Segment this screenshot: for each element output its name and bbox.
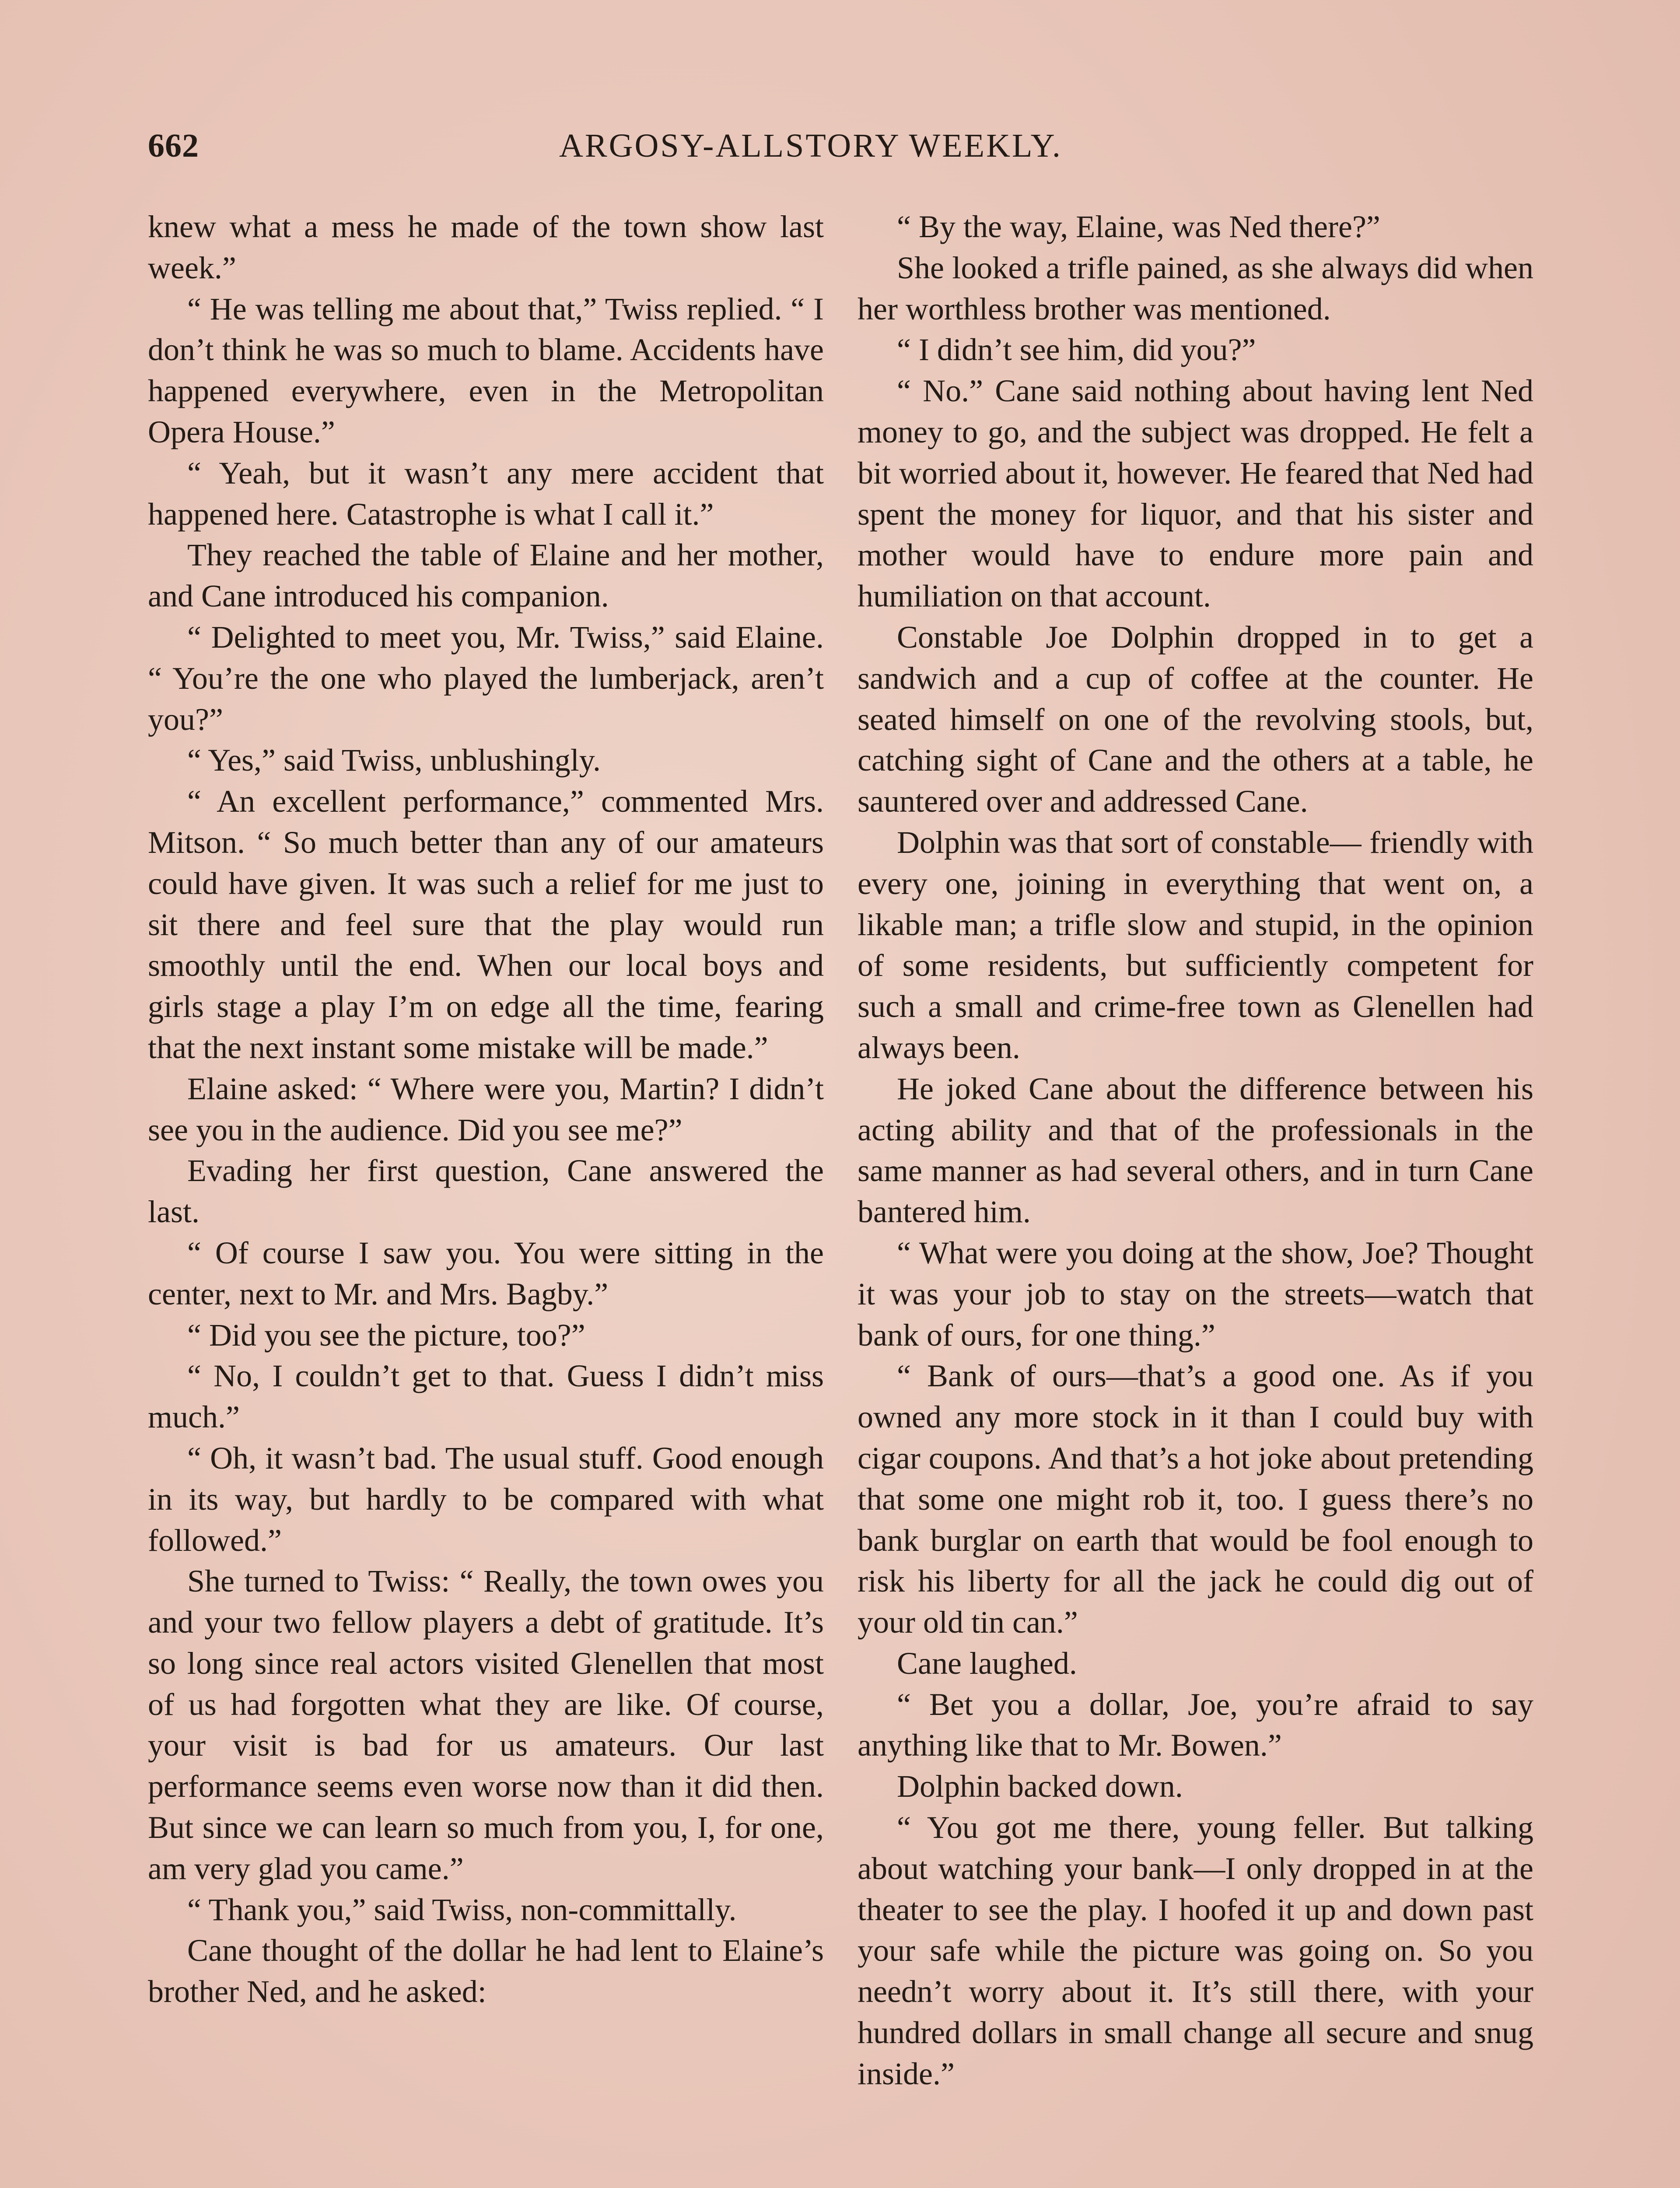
paragraph: “ By the way, Elaine, was Ned there?” <box>897 209 1380 244</box>
paragraph: “ Delighted to meet you, Mr. Twiss,” said Elaine. “ You’re the one who played the lumberjack, aren’t you?” <box>148 619 824 737</box>
page-header <box>148 127 1565 175</box>
paragraph: She looked a trifle pained, as she always did when her worthless brother was mentioned. <box>858 250 1533 326</box>
paragraph: Constable Joe Dolphin dropped in to get a sandwich and a cup of coffee at the counter. He seated himself on one of the revolving stools, but, catching sight of Cane and the others at a table, he sauntered over and addressed Cane. <box>858 619 1533 819</box>
paragraph: Evading her first question, Cane answered the last. <box>148 1153 824 1230</box>
paragraph: “ He was telling me about that,” Twiss replied. “ I don’t think he was so much to blame. Accidents have happened everywhere, even in the Metropolitan Opera House.” <box>148 291 824 449</box>
paragraph: Elaine asked: “ Where were you, Martin? I didn’t see you in the audience. Did you see me?” <box>148 1071 824 1147</box>
paragraph: “ What were you doing at the show, Joe? Thought it was your job to stay on the streets—watch that bank of ours, for one thing.” <box>858 1235 1533 1353</box>
paragraph: She turned to Twiss: “ Really, the town owes you and your two fellow players a debt of gratitude. It’s so long since real actors visited Glenellen that most of us had forgotten what they are like. Of course, your visit is bad for us amateurs. Our last performance seems even worse now than it did then. But since we can learn so much from you, I, for one, am very glad you came.” <box>148 1564 824 1886</box>
paragraph: Dolphin backed down. <box>897 1769 1183 1804</box>
paragraph: “ Bet you a dollar, Joe, you’re afraid to say anything like that to Mr. Bowen.” <box>858 1687 1533 1763</box>
paragraph: Dolphin was that sort of constable— friendly with every one, joining in everything that went on, a likable man; a trifle slow and stupid, in the opinion of some residents, but sufficiently competent for such a small and crime-free town as Glenellen had always been. <box>858 824 1533 1065</box>
left-column <box>148 207 824 2013</box>
paragraph: “ No.” Cane said nothing about having lent Ned money to go, and the subject was dropped. He felt a bit worried about it, however. He feared that Ned had spent the money for liquor, and that his sister and mother would have to endure more pain and humiliation on that account. <box>858 373 1533 614</box>
paragraph: knew what a mess he made of the town show last week.” <box>148 209 824 285</box>
paragraph: They reached the table of Elaine and her mother, and Cane introduced his companion. <box>148 537 824 614</box>
paragraph: “ An excellent performance,” commented Mrs. Mitson. “ So much better than any of our amateurs could have given. It was such a relief for me just to sit there and feel sure that the play would run smoothly until the end. When our local boys and girls stage a play I’m on edge all the time, fearing that the next instant some mistake will be made.” <box>148 784 824 1065</box>
paragraph: “ Yeah, but it wasn’t any mere accident that happened here. Catastrophe is what I call it.” <box>148 455 824 532</box>
paragraph: “ Yes,” said Twiss, unblushingly. <box>187 743 601 778</box>
paragraph: “ Of course I saw you. You were sitting in the center, next to Mr. and Mrs. Bagby.” <box>148 1235 824 1311</box>
paragraph: He joked Cane about the difference between his acting ability and that of the professionals in the same manner as had several others, and in turn Cane bantered him. <box>858 1071 1533 1230</box>
paragraph: “ Bank of ours—that’s a good one. As if you owned any more stock in it than I could buy with cigar coupons. And that’s a hot joke about pretending that some one might rob it, too. I guess there’s no bank burglar on earth that would be fool enough to risk his liberty for all the jack he could dig out of your old tin can.” <box>858 1358 1533 1640</box>
paragraph: “ You got me there, young feller. But talking about watching your bank—I only dropped in at the theater to see the play. I hoofed it up and down past your safe while the picture was going on. So you needn’t worry about it. It’s still there, with your hundred dollars in small change all secure and snug inside.” <box>858 1810 1533 2091</box>
running-head: ARGOSY-ALLSTORY WEEKLY. <box>559 127 1062 164</box>
paragraph: “ No, I couldn’t get to that. Guess I didn’t miss much.” <box>148 1358 824 1435</box>
paragraph: “ Oh, it wasn’t bad. The usual stuff. Good enough in its way, but hardly to be compared with what followed.” <box>148 1440 824 1558</box>
paragraph: Cane laughed. <box>897 1645 1077 1681</box>
paragraph: “ I didn’t see him, did you?” <box>897 332 1256 368</box>
paragraph: Cane thought of the dollar he had lent to Elaine’s brother Ned, and he asked: <box>148 1933 824 2009</box>
paragraph: “ Did you see the picture, too?” <box>187 1317 585 1353</box>
right-column <box>858 207 1533 2095</box>
page-number: 662 <box>148 127 199 164</box>
paragraph: “ Thank you,” said Twiss, non-committally. <box>187 1892 737 1927</box>
